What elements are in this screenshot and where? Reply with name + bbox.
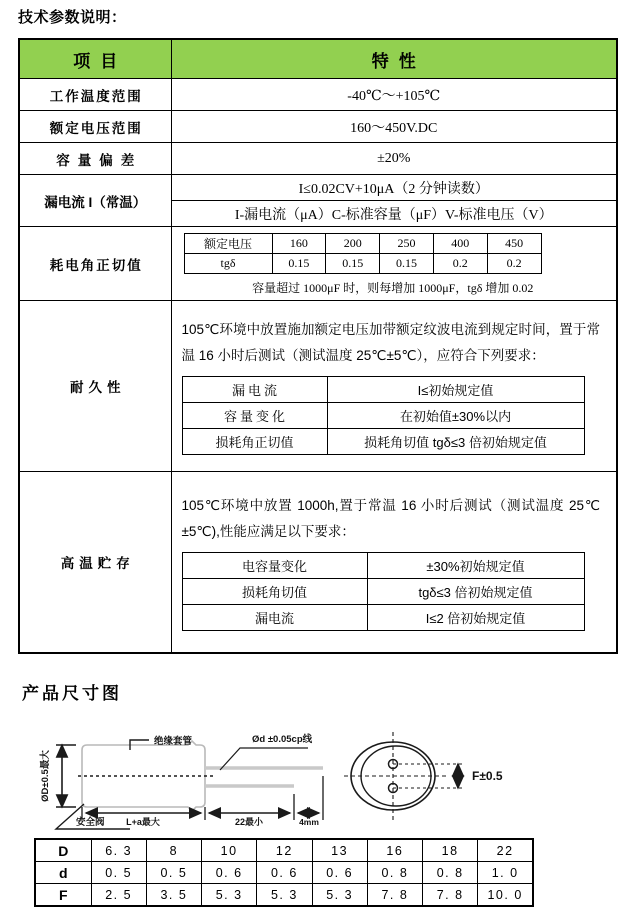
durability-key-0: 漏电流 [182,377,327,403]
dim-d-3: 0. 6 [257,862,312,884]
hts-key-0: 电容量变化 [182,553,367,579]
lead-length-label: 22最小 [234,817,264,827]
table-row-high-temp-storage [19,472,617,654]
dissipation-voltage-2: 250 [380,234,434,254]
value-capacitance-tolerance: ±20% [171,143,617,175]
body-diameter-label: ØD±0.5最大 [40,750,51,802]
dim-row-label-F: F [35,884,91,907]
safety-valve-label: 安全阀 [76,817,105,828]
dim-F-0: 2. 5 [91,884,146,907]
dim-D-4: 13 [312,839,367,862]
label-durability: 耐久性 [19,301,171,472]
dissipation-tgd-0: 0.15 [272,254,326,274]
header-characteristic: 特性 [171,39,617,79]
dissipation-tgd-3: 0.2 [433,254,487,274]
dim-d-7: 1. 0 [478,862,533,884]
table-row [182,605,584,631]
durability-subtable [182,376,585,455]
table-row-durability [19,301,617,472]
value-voltage-range: 160～450V.DC [171,111,617,143]
hts-key-1: 损耗角切值 [182,579,367,605]
table-header-row [19,39,617,79]
dissipation-subtable [184,233,542,274]
dim-d-5: 0. 8 [367,862,422,884]
durability-key-1: 容量变化 [182,403,327,429]
label-capacitance-tolerance: 容量偏差 [19,143,171,175]
page-title: 技术参数说明： [18,9,127,26]
cell-high-temp-storage [171,472,617,654]
dissipation-note: 容量超过 1000μF 时，则每增加 1000μF，tgδ 增加 0.02 [252,281,534,295]
dim-F-2: 5. 3 [202,884,257,907]
dissipation-block [172,227,617,300]
durability-value-2: 损耗角切值 tgδ≤3 倍初始规定值 [327,429,584,455]
table-row-temp-range [19,79,617,111]
table-row [182,429,584,455]
dim-D-6: 18 [423,839,478,862]
table-row-D [35,839,533,862]
dissipation-voltage-3: 400 [433,234,487,254]
pitch-label: F±0.5 [472,769,503,783]
dim-F-1: 3. 5 [146,884,201,907]
dim-d-6: 0. 8 [423,862,478,884]
hts-value-0: ±30%初始规定值 [367,553,584,579]
dissipation-label-voltage: 额定电压 [184,234,272,254]
dim-F-7: 10. 0 [478,884,533,907]
body-length-label: L+a最大 [126,817,160,827]
high-temp-storage-paragraph: 105℃环境中放置 1000h,置于常温 16 小时后测试（测试温度 25℃±5℃),性能应满足以下要求： [181,498,600,539]
header-item: 项目 [19,39,171,79]
dim-D-0: 6. 3 [91,839,146,862]
high-temp-storage-subtable [182,552,585,631]
specification-table [18,38,618,654]
dissipation-voltage-4: 450 [487,234,541,254]
lead-diameter-label: Ød ±0.05cp线 [252,734,313,745]
dissipation-voltage-0: 160 [272,234,326,254]
dissipation-tgd-4: 0.2 [487,254,541,274]
table-row-voltage-range [19,111,617,143]
durability-value-0: I≤初始规定值 [327,377,584,403]
label-temp-range: 工作温度范围 [19,79,171,111]
sleeve-label: 绝缘套管 [154,736,193,747]
table-row-capacitance-tolerance [19,143,617,175]
dissipation-tgd-2: 0.15 [380,254,434,274]
dim-row-label-d: d [35,862,91,884]
dim-F-4: 5. 3 [312,884,367,907]
dim-d-0: 0. 5 [91,862,146,884]
dissipation-voltage-1: 200 [326,234,380,254]
hts-key-2: 漏电流 [182,605,367,631]
dimension-value-table [34,838,534,907]
durability-key-2: 损耗角正切值 [182,429,327,455]
table-row-d [35,862,533,884]
table-row-dissipation-factor [19,227,617,301]
dim-D-5: 16 [367,839,422,862]
table-row [182,377,584,403]
table-row [182,553,584,579]
durability-value-1: 在初始值±30%以内 [327,403,584,429]
label-high-temp-storage: 高温贮存 [19,472,171,654]
value-leakage-current-legend: I-漏电流（μA）C-标准容量（μF）V-标准电压（V） [171,201,617,227]
dissipation-tgd-row [184,254,541,274]
table-row [182,579,584,605]
dim-d-4: 0. 6 [312,862,367,884]
dim-F-6: 7. 8 [423,884,478,907]
dim-F-5: 7. 8 [367,884,422,907]
value-temp-range: -40℃～+105℃ [171,79,617,111]
dissipation-voltage-row [184,234,541,254]
value-leakage-current-formula: I≤0.02CV+10μA（2 分钟读数） [171,175,617,201]
dim-D-2: 10 [202,839,257,862]
table-row-leakage-current [19,175,617,201]
dim-D-7: 22 [478,839,533,862]
hts-value-1: tgδ≤3 倍初始规定值 [367,579,584,605]
dim-d-1: 0. 5 [146,862,201,884]
durability-paragraph: 105℃环境中放置施加额定电压加带额定纹波电流到规定时间，置于常温 16 小时后测试（测试温度 25℃±5℃），应符合下列要求： [181,322,600,363]
lead-tip-label: 4mm [299,817,319,827]
dissipation-tgd-1: 0.15 [326,254,380,274]
dim-D-1: 8 [146,839,201,862]
label-dissipation-factor: 耗电角正切值 [19,227,171,301]
cell-dissipation-factor [171,227,617,301]
dim-F-3: 5. 3 [257,884,312,907]
hts-value-2: I≤2 倍初始规定值 [367,605,584,631]
dimension-section-title: 产品尺寸图 [22,684,122,703]
table-row [182,403,584,429]
dissipation-label-tgd: tgδ [184,254,272,274]
cell-durability [171,301,617,472]
table-row-F [35,884,533,907]
label-voltage-range: 额定电压范围 [19,111,171,143]
label-leakage-current: 漏电流 I（常温） [19,175,171,227]
dim-row-label-D: D [35,839,91,862]
dim-D-3: 12 [257,839,312,862]
dim-d-2: 0. 6 [202,862,257,884]
capacitor-dimension-diagram [18,708,618,830]
